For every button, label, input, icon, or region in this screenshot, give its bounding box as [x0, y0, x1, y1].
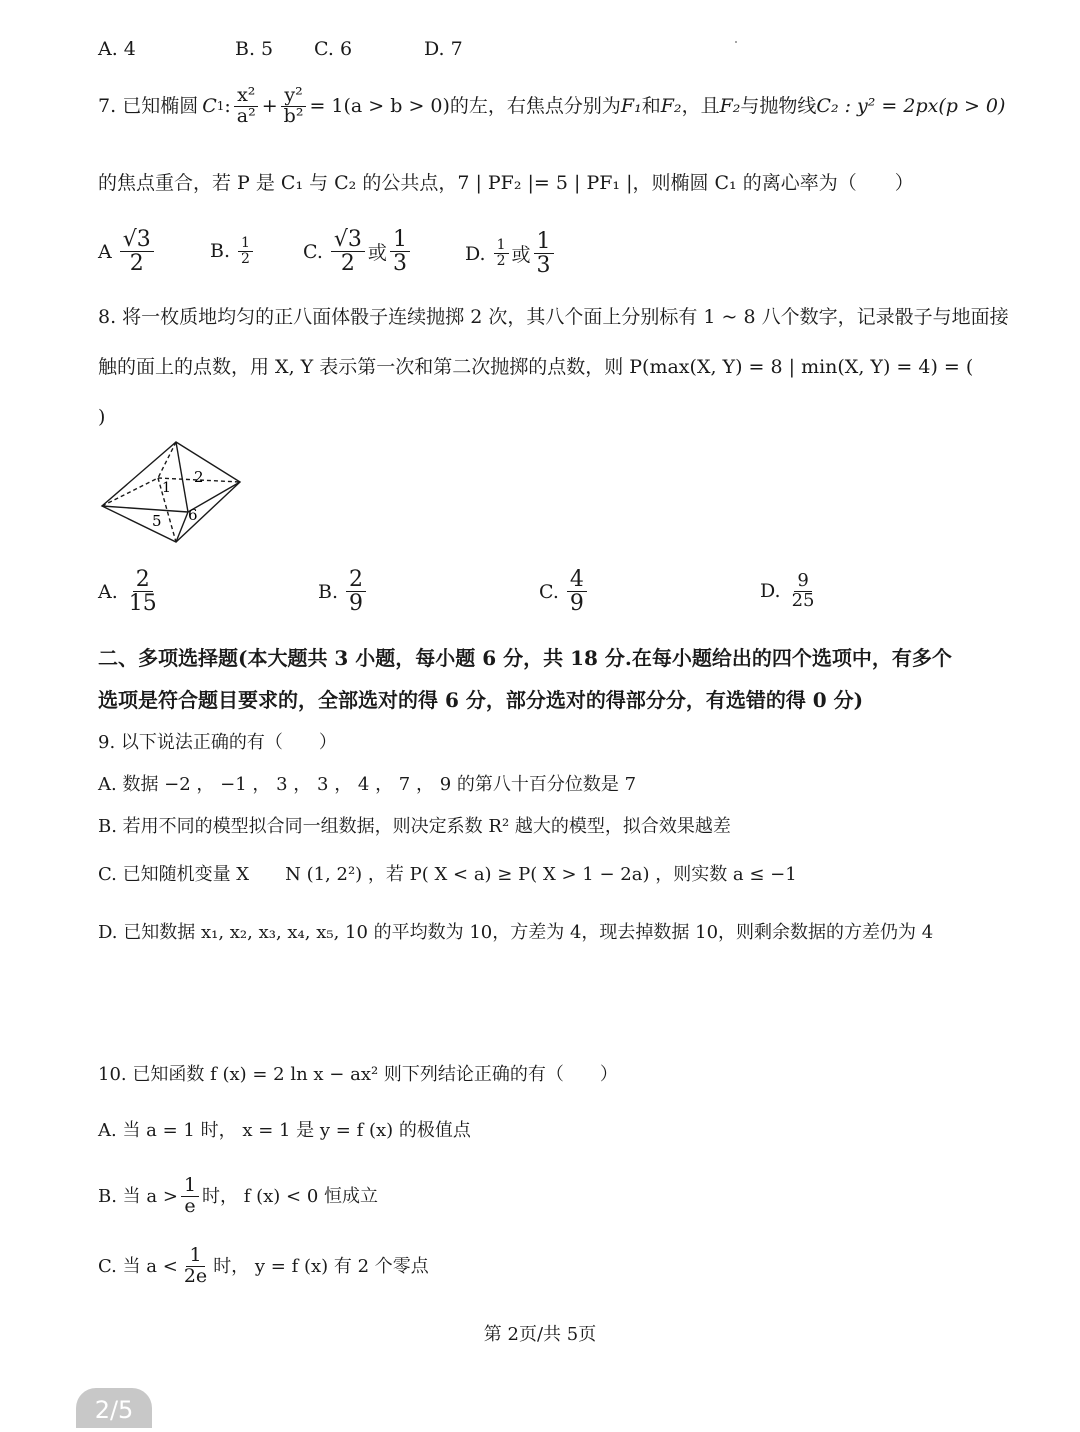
q7-stem-line1 — [98, 86, 1005, 127]
q7-condition: = 1(a > b > 0) — [309, 95, 450, 118]
q10-option-a: A. 当 a = 1 时， x = 1 是 y = f (x) 的极值点 — [98, 1120, 471, 1141]
face-label-2: 2 — [194, 468, 204, 486]
q7-parabola: C₂ : y² = 2px(p > 0) — [816, 95, 1006, 118]
q7-number: 7. — [98, 95, 117, 118]
q8-option-c: C. $\frac{4}{9}$ — [539, 568, 590, 615]
q10-stem: 10. 已知函数 f (x) = 2 ln x − ax² 则下列结论正确的有（ ） — [98, 1064, 618, 1085]
q7-text-mid2: ，且 — [681, 95, 720, 118]
q7-text-mid3: 与抛物线 — [740, 95, 817, 118]
q7-option-d: D. $\frac{1}{2}$ 或 $\frac{1}{3}$ — [465, 230, 557, 277]
q7-f2b: F₂ — [719, 95, 741, 118]
q7-f1: F₁ — [620, 95, 642, 118]
q10-option-c: C. 当 a < $\frac{1}{2e}$ 时， y = f (x) 有 2 个零点 — [98, 1244, 429, 1287]
speck — [735, 41, 737, 43]
q9-option-a: A. 数据 −2 ， −1 ， 3 ， 3 ， 4 ， 7 ， 9 的第八十百分位数是 7 — [98, 774, 637, 795]
section2-heading-line2: 选项是符合题目要求的，全部选对的得 6 分，部分选对的得部分分，有选错的得 0 分) — [98, 688, 864, 712]
section2-heading-line1: 二、多项选择题(本大题共 3 小题，每小题 6 分，共 18 分.在每小题给出的四个选项中，有多个 — [98, 646, 952, 670]
q7-frac-y: $\frac{\text{y²}}{\text{b²}}$ — [281, 86, 307, 127]
prev-option-a: A. 4 — [98, 38, 136, 60]
q7-c1: C — [202, 95, 217, 118]
q7-stem-line2: 的焦点重合，若 P 是 C₁ 与 C₂ 的公共点，7 | PF₂ |= 5 | PF₁ |，则椭圆 C₁ 的离心率为（ ） — [98, 172, 914, 194]
q7-colon: : — [224, 95, 231, 118]
prev-option-b: B. 5 — [235, 38, 274, 60]
octahedron-figure — [96, 436, 246, 552]
q8-option-b: B. $\frac{2}{9}$ — [318, 568, 369, 615]
q8-option-d: D. $\frac{9}{25}$ — [760, 570, 815, 611]
face-label-6: 6 — [188, 506, 198, 524]
q8-stem-line1: 8. 将一枚质地均匀的正八面体骰子连续抛掷 2 次，其八个面上分别标有 1 ~ 8 八个数字，记录骰子与地面接 — [98, 306, 1009, 328]
q8-stem-line3: ) — [98, 406, 106, 428]
q7-option-a: A $\frac{√3}{2}$ — [98, 228, 157, 275]
q10-option-b: B. 当 a > $\frac{1}{e}$ 时， f (x) < 0 恒成立 — [98, 1174, 379, 1217]
q7-plus: + — [261, 95, 278, 118]
q7-frac-x: $\frac{\text{x²}}{\text{a²}}$ — [234, 86, 259, 127]
q9-option-c: C. 已知随机变量 X N (1, 2²) ，若 P( X < a) ≥ P( X > 1 − 2a) ，则实数 a ≤ −1 — [98, 864, 797, 885]
q7-text-before: 已知椭圆 — [122, 95, 199, 118]
face-label-5: 5 — [152, 512, 162, 530]
q7-text-mid: 的左，右焦点分别为 — [449, 95, 621, 118]
q8-stem-line2: 触的面上的点数，用 X, Y 表示第一次和第二次抛掷的点数，则 P(max(X, Y) = 8 | min(X, Y) = 4) = ( — [98, 356, 974, 378]
prev-option-c: C. 6 — [314, 38, 353, 60]
prev-option-d: D. 7 — [424, 38, 463, 60]
q8-option-a: A. $\frac{2}{15}$ — [98, 567, 157, 617]
q9-option-d: D. 已知数据 x₁, x₂, x₃, x₄, x₅, 10 的平均数为 10，方差为 4，现去掉数据 10，则剩余数据的方差仍为 4 — [98, 922, 934, 943]
q7-f2: F₂ — [660, 95, 682, 118]
q9-stem: 9. 以下说法正确的有（ ） — [98, 732, 337, 753]
q7-option-c: C. $\frac{√3}{2}$ 或 $\frac{1}{3}$ — [303, 228, 413, 275]
q7-and: 和 — [641, 95, 661, 118]
page-footer: 第 2页/共 5页 — [483, 1324, 597, 1345]
q9-option-b: B. 若用不同的模型拟合同一组数据，则决定系数 R² 越大的模型，拟合效果越差 — [98, 816, 731, 837]
q7-c1-sub: 1 — [216, 99, 225, 114]
face-label-1: 1 — [162, 480, 171, 496]
page-indicator[interactable]: 2/5 — [76, 1388, 152, 1428]
q7-option-b: B. $\frac{1}{2}$ — [210, 236, 256, 266]
